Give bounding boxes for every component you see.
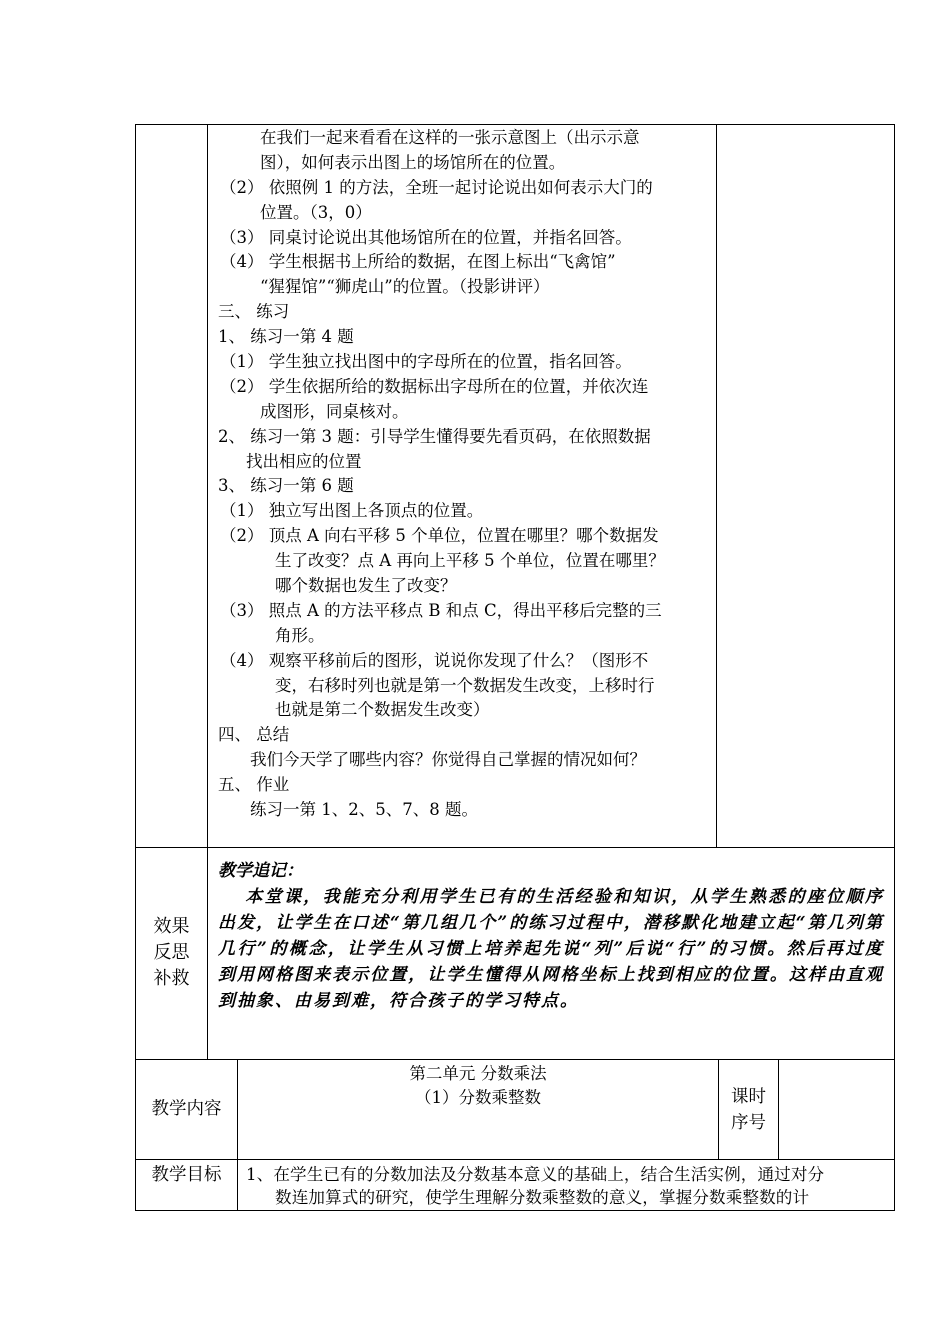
table-border-bottom bbox=[135, 1210, 895, 1211]
plan-line: 角形。 bbox=[275, 626, 325, 645]
plan-line: “猩猩馆”“狮虎山”的位置。（投影讲评） bbox=[260, 277, 550, 296]
plan-line: 也就是第二个数据发生改变） bbox=[275, 700, 490, 719]
goal-line-1: 1、在学生已有的分数加法及分数基本意义的基础上，结合生活实例，通过对分 bbox=[246, 1165, 825, 1184]
plan-line: 练习一第 1、2、5、7、8 题。 bbox=[250, 800, 478, 819]
goal-label: 教学目标 bbox=[151, 1165, 222, 1185]
plan-line: 四、 总结 bbox=[218, 725, 290, 744]
plan-line: 变，右移时列也就是第一个数据发生改变，上移时行 bbox=[275, 676, 655, 695]
plan-line: 1、 练习一第 4 题 bbox=[218, 327, 354, 346]
plan-line: （3） 同桌讨论说出其他场馆所在的位置，并指名回答。 bbox=[220, 228, 632, 247]
table-border-right bbox=[894, 124, 895, 1211]
col-divider-right-row1 bbox=[716, 124, 717, 847]
row-divider-2 bbox=[135, 1059, 895, 1060]
plan-line: （2） 学生依据所给的数据标出字母所在的位置，并依次连 bbox=[220, 377, 649, 396]
table-border-top bbox=[135, 124, 895, 125]
plan-line: 在我们一起来看看在这样的一张示意图上（出示示意 bbox=[260, 128, 640, 147]
reflection-body: 本堂课，我能充分利用学生已有的生活经验和知识，从学生熟悉的座位顺序出发，让学生在口述“第几组几个”的练习过程中，潜移默化地建立起“第几列第几行”的概念，让学生从习惯上培养起先说“列”后说“行”的习惯。然后再过度到用网格图来表示位置，让学生懂得从网格坐标上找到相应的位置。这样由直观到抽象、由易到难，符合孩子的学习特点。 bbox=[218, 887, 884, 1011]
plan-line: 位置。（3，0） bbox=[260, 203, 372, 222]
col-divider-order-right bbox=[778, 1059, 779, 1160]
plan-line: 三、 练习 bbox=[218, 302, 290, 321]
plan-line: （2） 顶点 A 向右平移 5 个单位，位置在哪里？哪个数据发 bbox=[220, 526, 659, 545]
plan-line: 生了改变？点 A 再向上平移 5 个单位，位置在哪里？ bbox=[275, 551, 665, 570]
plan-line: 找出相应的位置 bbox=[246, 452, 362, 471]
row-divider-3 bbox=[135, 1159, 895, 1160]
unit-title: 第二单元 分数乘法 bbox=[409, 1064, 547, 1083]
content-label: 教学内容 bbox=[151, 1099, 222, 1119]
reflection-label-2: 反思 bbox=[153, 942, 190, 963]
plan-line: 五、 作业 bbox=[218, 775, 290, 794]
reflection-label-3: 补救 bbox=[153, 968, 190, 989]
plan-line: （2） 依照例 1 的方法，全班一起讨论说出如何表示大门的 bbox=[220, 178, 653, 197]
plan-line: 3、 练习一第 6 题 bbox=[218, 476, 354, 495]
plan-line: 哪个数据也发生了改变？ bbox=[275, 576, 457, 595]
plan-line: （1） 学生独立找出图中的字母所在的位置，指名回答。 bbox=[220, 352, 632, 371]
lesson-title: （1）分数乘整数 bbox=[415, 1088, 541, 1107]
table-border-left bbox=[135, 124, 136, 1211]
order-label-2: 序号 bbox=[731, 1113, 766, 1133]
plan-line: 成图形，同桌核对。 bbox=[260, 402, 409, 421]
col-divider-order-left bbox=[718, 1059, 719, 1160]
plan-line: （3） 照点 A 的方法平移点 B 和点 C，得出平移后完整的三 bbox=[220, 601, 662, 620]
plan-line: 2、 练习一第 3 题：引导学生懂得要先看页码，在依照数据 bbox=[218, 427, 651, 446]
col-divider-left bbox=[207, 124, 208, 1059]
plan-line: （4） 学生根据书上所给的数据，在图上标出“飞禽馆” bbox=[220, 252, 616, 271]
order-label-1: 课时 bbox=[731, 1087, 766, 1107]
goal-line-2: 数连加算式的研究，使学生理解分数乘整数的意义，掌握分数乘整数的计 bbox=[275, 1188, 810, 1207]
plan-line: （4） 观察平移前后的图形，说说你发现了什么？（图形不 bbox=[220, 651, 649, 670]
plan-line: 我们今天学了哪些内容？你觉得自己掌握的情况如何？ bbox=[250, 750, 646, 769]
row-divider-1 bbox=[135, 847, 895, 848]
plan-line: （1） 独立写出图上各顶点的位置。 bbox=[220, 501, 484, 520]
reflection-label-1: 效果 bbox=[153, 916, 190, 937]
reflection-heading: 教学追记： bbox=[218, 861, 303, 881]
plan-line: 图），如何表示出图上的场馆所在的位置。 bbox=[260, 153, 566, 172]
